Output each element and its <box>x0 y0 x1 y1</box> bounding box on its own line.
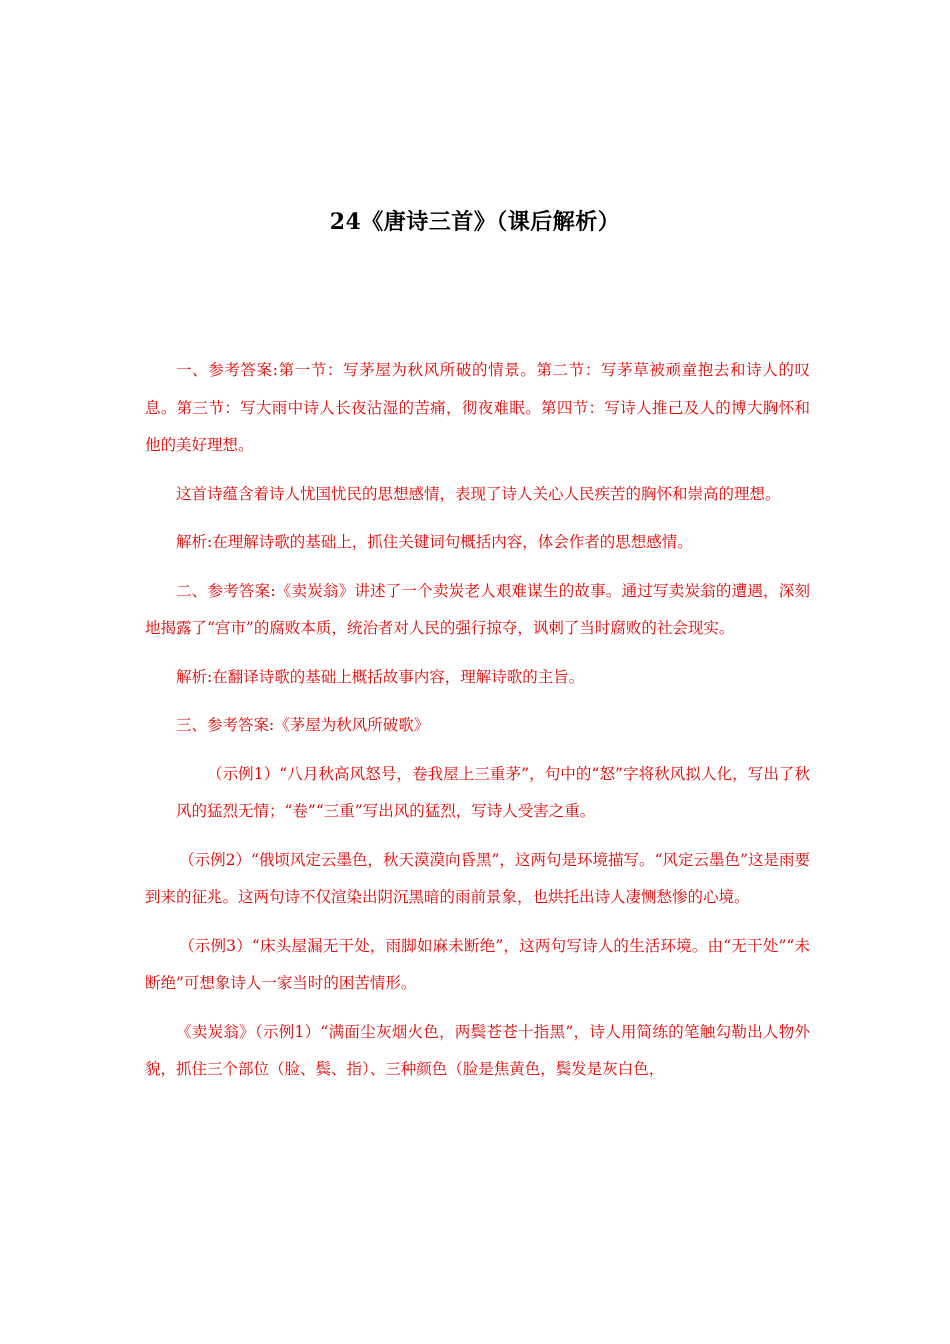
paragraph-answer-3-heading: 三、参考答案:《茅屋为秋风所破歌》 <box>176 716 430 734</box>
document-body <box>145 352 810 1100</box>
paragraph-analysis-1: 解析:在理解诗歌的基础上，抓住关键词句概括内容，体会作者的思想感情。 <box>176 533 693 551</box>
paragraph-answer-1: 一、参考答案:第一节：写茅屋为秋风所破的情景。第二节：写茅草被顽童抱去和诗人的叹息。第三节：写大雨中诗人长夜沾湿的苦痛，彻夜难眠。第四节：写诗人推己及人的博大胸怀和他的美好理想。 <box>145 361 810 454</box>
paragraph-example-2: （示例2）“俄顷风定云墨色，秋天漠漠向昏黑”，这两句是环境描写。“风定云墨色”这是雨要到来的征兆。这两句诗不仅渲染出阴沉黑暗的雨前景象，也烘托出诗人凄恻愁惨的心境。 <box>145 850 810 906</box>
paragraph-example-1: （示例1）“八月秋高风怒号，卷我屋上三重茅”，句中的“怒”字将秋风拟人化，写出了秋风的猛烈无情；“卷”“三重”写出风的猛烈，写诗人受害之重。 <box>176 764 810 820</box>
paragraph-maitanweng-example-1: 《卖炭翁》（示例1）“满面尘灰烟火色，两鬓苍苍十指黑”，诗人用简练的笔触勾勒出人物外貌，抓住三个部位（脸、鬓、指）、三种颜色（脸是焦黄色，鬓发是灰白色， <box>145 1022 810 1078</box>
document-title: 24《唐诗三首》（课后解析） <box>329 209 621 235</box>
paragraph-analysis-2: 解析:在翻译诗歌的基础上概括故事内容，理解诗歌的主旨。 <box>176 667 585 686</box>
paragraph-answer-2: 二、参考答案:《卖炭翁》讲述了一个卖炭老人艰难谋生的故事。通过写卖炭翁的遭遇，深刻地揭露了“宫市”的腐败本质，统治者对人民的强行掠夺，讽刺了当时腐败的社会现实。 <box>145 581 810 637</box>
paragraph-example-3: （示例3）“床头屋漏无干处，雨脚如麻未断绝”，这两句写诗人的生活环境。由“无干处”“未断绝”可想象诗人一家当时的困苦情形。 <box>145 936 810 992</box>
paragraph-answer-1-theme: 这首诗蕴含着诗人忧国忧民的思想感情，表现了诗人关心人民疾苦的胸怀和崇高的理想。 <box>176 484 781 503</box>
